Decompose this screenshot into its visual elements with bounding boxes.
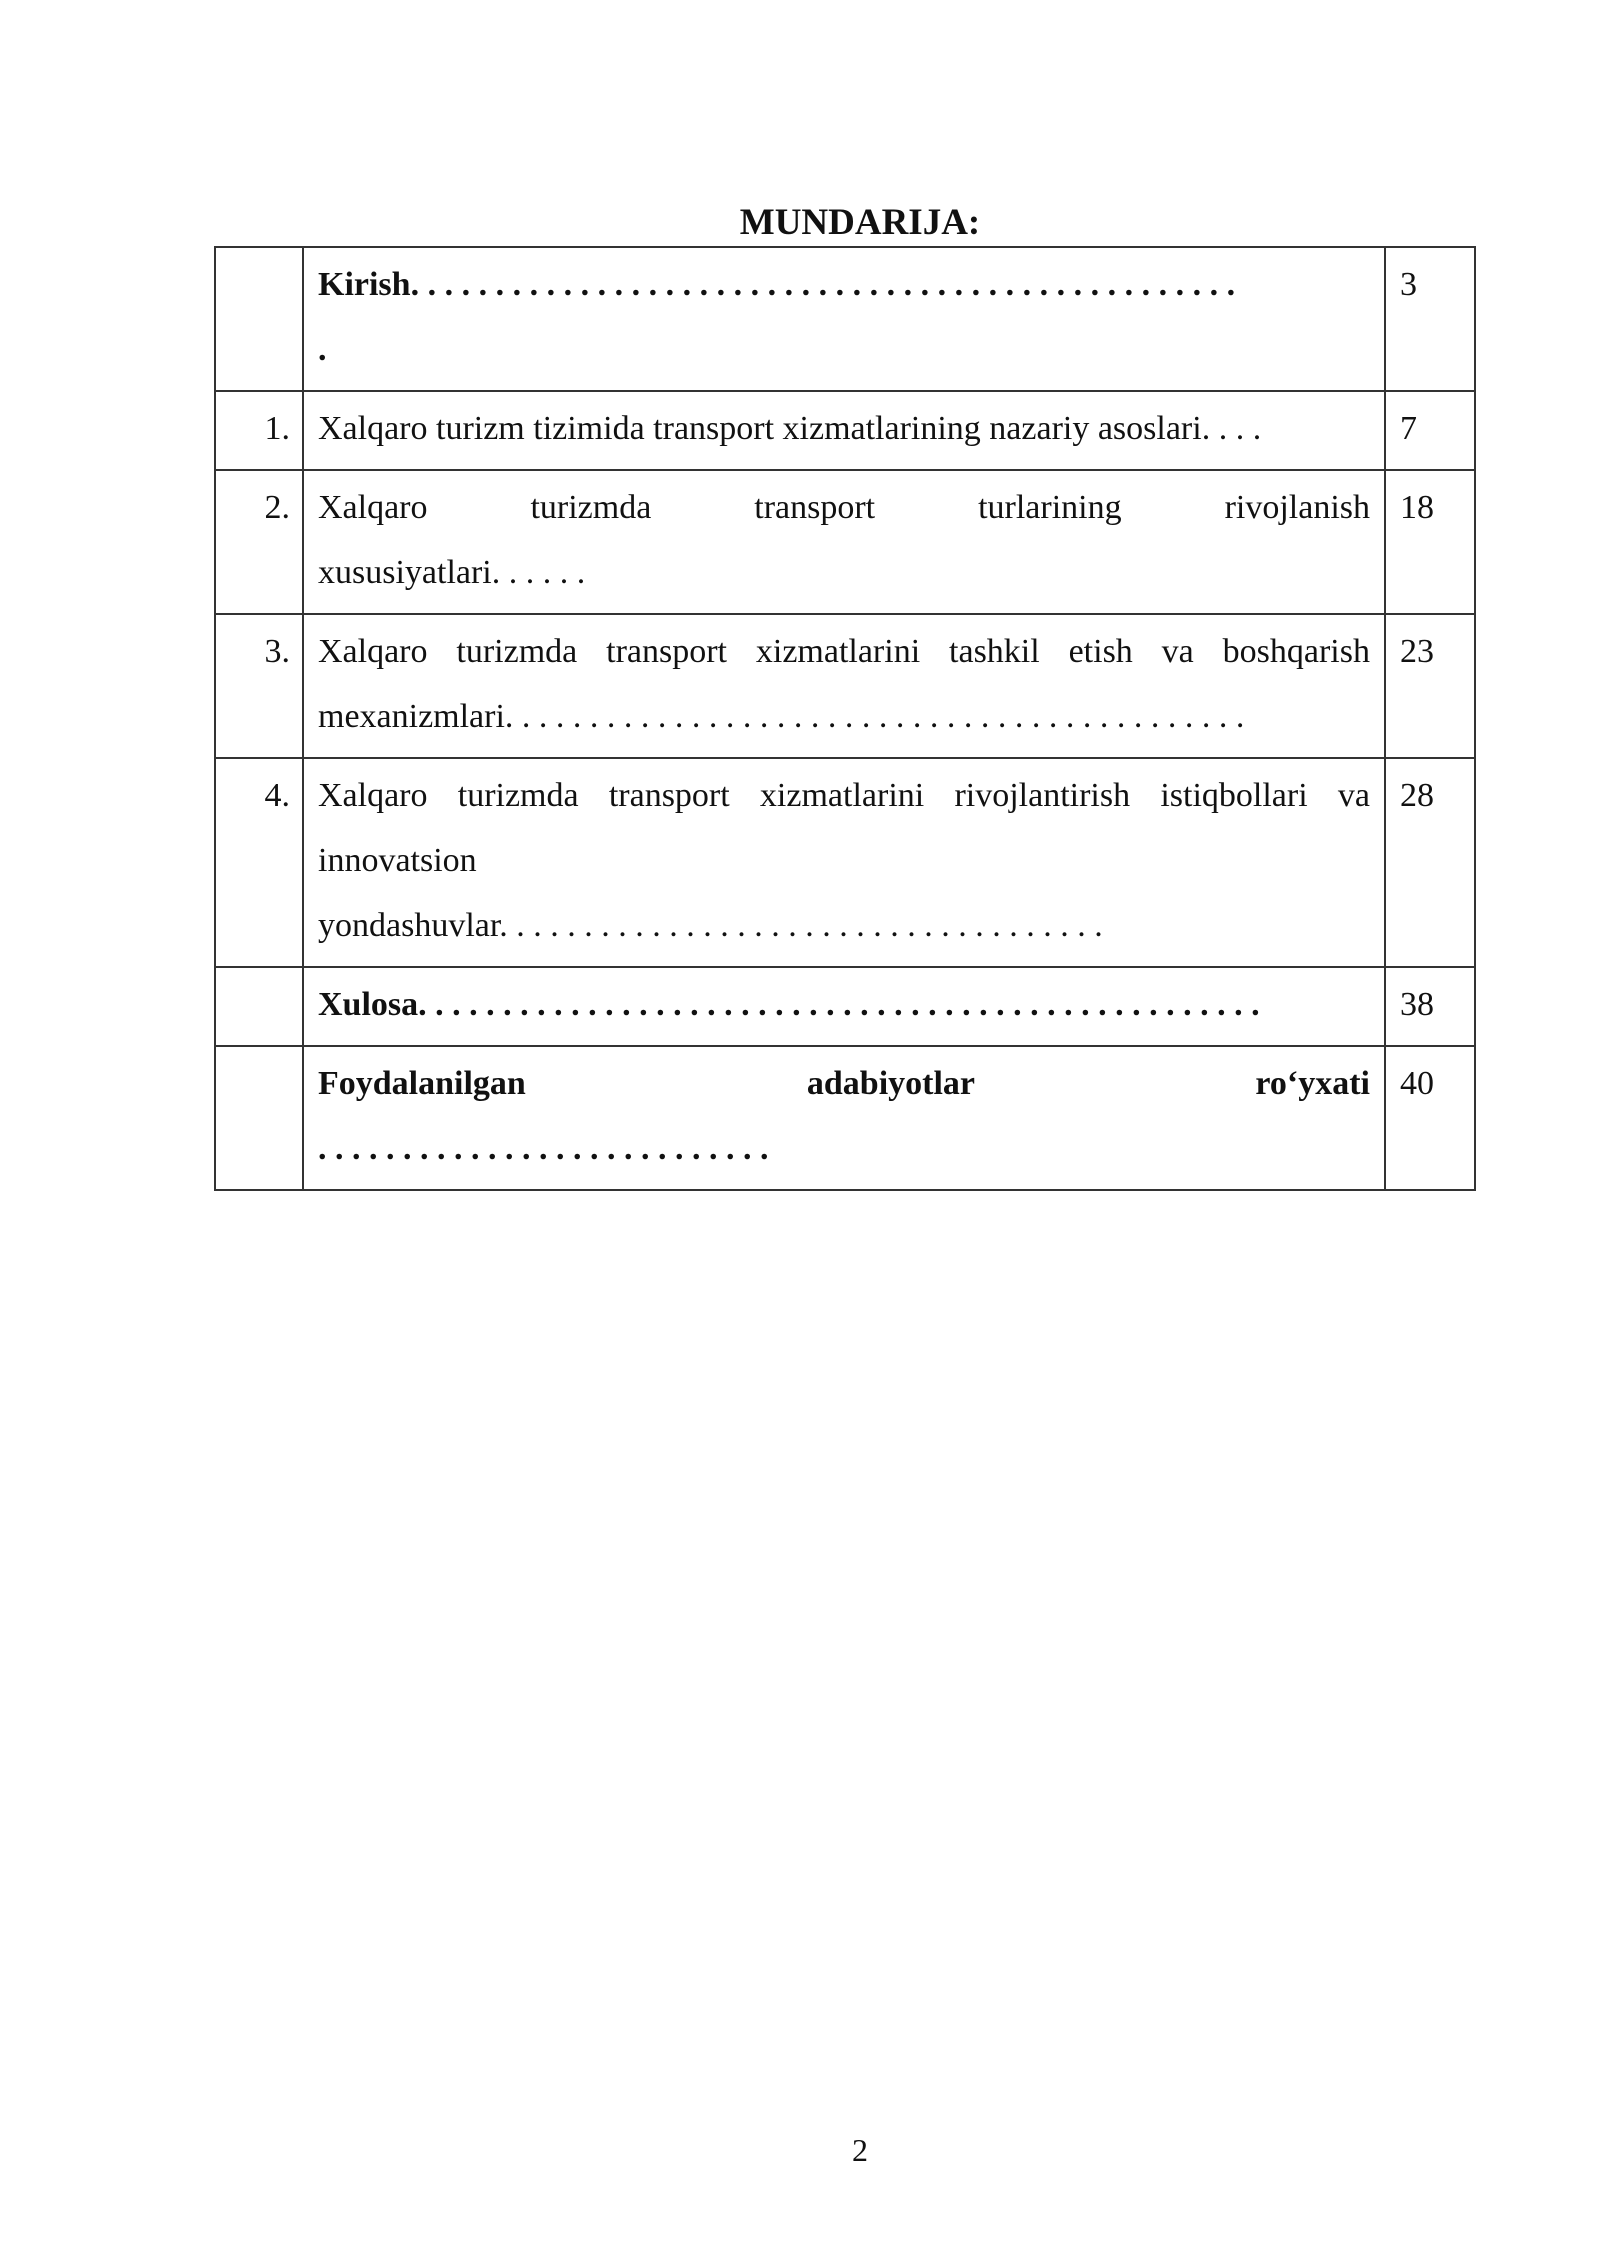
toc-row-title-line: Foydalanilgan adabiyotlar ro‘yxati [318,1065,1370,1102]
toc-row-number [215,967,303,1046]
toc-row-title-line: Xulosa. . . . . . . . . . . . . . . . . . . . . . . . . . . . . . . . . . . . . . . . . . . . . . . . . . [318,986,1260,1023]
toc-row-page: 18 [1385,470,1475,614]
toc-row-introduction [215,247,1475,391]
toc-row-title-line: . [318,331,327,368]
toc-row-chapter-1 [215,391,1475,470]
toc-row-page: 3 [1385,247,1475,391]
toc-row-title-line: xususiyatlari. . . . . . [318,554,586,591]
toc-row-number: 4. [215,758,303,967]
toc-row-number: 2. [215,470,303,614]
toc-row-title [303,614,1385,758]
toc-row-title-line: Xalqaro turizmda transport xizmatlarini rivojlantirish istiqbollari va [318,777,1370,814]
toc-row-page: 28 [1385,758,1475,967]
toc-row-number: 3. [215,614,303,758]
toc-row-page: 7 [1385,391,1475,470]
toc-row-chapter-4 [215,758,1475,967]
toc-row-title [303,247,1385,391]
toc-row-title-line: yondashuvlar. . . . . . . . . . . . . . . . . . . . . . . . . . . . . . . . . . . . [318,907,1103,944]
toc-row-page: 40 [1385,1046,1475,1190]
toc-row-number [215,247,303,391]
toc-row-title [303,1046,1385,1190]
page-title: MUNDARIJA: [739,202,981,243]
toc-row-title-line: . . . . . . . . . . . . . . . . . . . . . . . . . . . [318,1130,769,1167]
toc-row-title-line: Xalqaro turizm tizimida transport xizmatlarining nazariy asoslari. . . . [318,410,1262,447]
toc-row-title-line: mexanizmlari. . . . . . . . . . . . . . . . . . . . . . . . . . . . . . . . . . . . . . . . . . . . [318,698,1245,735]
toc-row-chapter-3 [215,614,1475,758]
toc-row-number: 1. [215,391,303,470]
toc-row-title-line: innovatsion [318,842,477,879]
toc-row-title-line: Xalqaro turizmda transport xizmatlarini tashkil etish va boshqarish [318,633,1370,670]
toc-row-title-line: Kirish. . . . . . . . . . . . . . . . . . . . . . . . . . . . . . . . . . . . . . . . . . . . . . . . . [318,266,1236,303]
toc-row-page: 38 [1385,967,1475,1046]
toc-row-title [303,758,1385,967]
toc-row-title [303,391,1385,470]
toc-row-chapter-2 [215,470,1475,614]
toc-row-title-line: Xalqaro turizmda transport turlarining rivojlanish [318,489,1370,526]
toc-row-number [215,1046,303,1190]
table-of-contents [214,246,1476,1191]
toc-row-page: 23 [1385,614,1475,758]
toc-row-references [215,1046,1475,1190]
toc-row-title [303,967,1385,1046]
toc-row-conclusion [215,967,1475,1046]
toc-row-title [303,470,1385,614]
page-number: 2 [852,2132,868,2168]
